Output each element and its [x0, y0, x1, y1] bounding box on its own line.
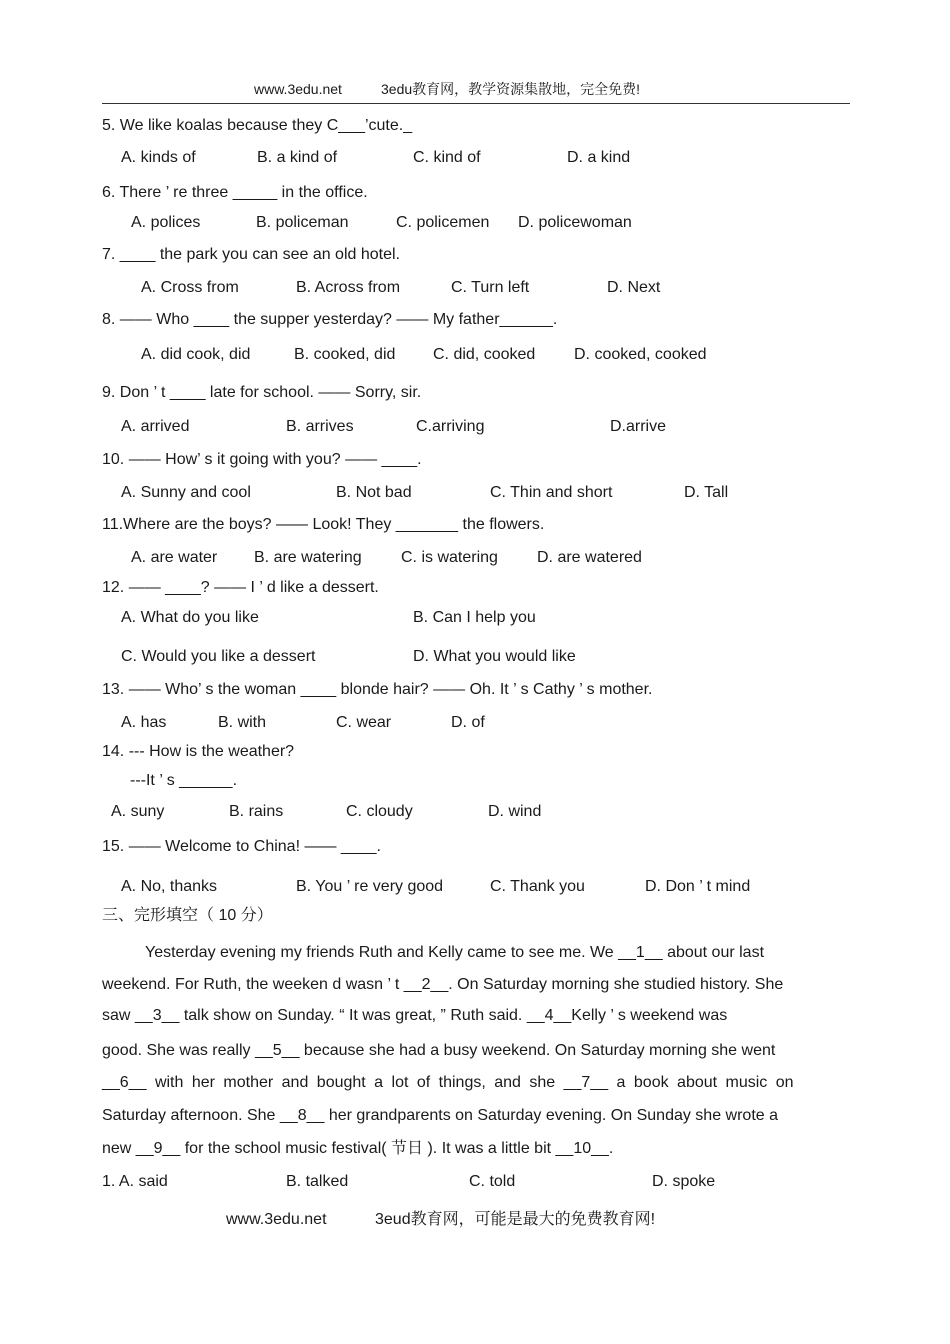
q12-option-a: A. What do you like [121, 609, 259, 626]
q7-option-a: A. Cross from [141, 279, 239, 296]
q9-option-c: C.arriving [416, 418, 485, 435]
q6-option-c: C. policemen [396, 214, 490, 231]
q8-option-d: D. cooked, cooked [574, 346, 707, 363]
q13-option-a: A. has [121, 714, 167, 731]
cloze-q1-option-c: C. told [469, 1173, 516, 1190]
question-14-stem: 14. --- How is the weather? [102, 743, 295, 760]
q10-option-c: C. Thin and short [490, 484, 613, 501]
q13-option-c: C. wear [336, 714, 392, 731]
q7-option-b: B. Across from [296, 279, 401, 296]
question-15-stem: 15. —— Welcome to China! —— ____. [102, 838, 381, 855]
q9-option-d: D.arrive [610, 418, 667, 435]
question-9-stem: 9. Don ’ t ____ late for school. —— Sorry, sir. [102, 384, 422, 401]
question-10-stem: 10. —— How’ s it going with you? —— ____. [102, 451, 422, 468]
question-13-stem: 13. —— Who’ s the woman ____ blonde hair? —— Oh. It ’ s Cathy ’ s mother. [102, 681, 653, 698]
header-slogan: 3edu教育网，教学资源集散地，完全免费! [381, 81, 641, 97]
q11-option-b: B. are watering [254, 549, 362, 566]
section-3-title: 三、完形填空（ 10 分） [102, 907, 273, 924]
q15-option-c: C. Thank you [490, 878, 585, 895]
footer-site: www.3edu.net [226, 1211, 327, 1228]
q8-option-a: A. did cook, did [141, 346, 251, 363]
q15-option-d: D. Don ’ t mind [645, 878, 751, 895]
cloze-line-2: weekend. For Ruth, the weeken d wasn ’ t __2__. On Saturday morning she studied history. She [102, 976, 784, 993]
q14-option-a: A. suny [111, 803, 165, 820]
cloze-line-3: saw __3__ talk show on Sunday. “ It was great, ” Ruth said. __4__Kelly ’ s weekend was [102, 1007, 728, 1024]
q12-option-c: C. Would you like a dessert [121, 648, 316, 665]
cloze-line-4: good. She was really __5__ because she had a busy weekend. On Saturday morning she went [102, 1042, 776, 1059]
question-7-stem: 7. ____ the park you can see an old hotel. [102, 246, 400, 263]
cloze-line-1: Yesterday evening my friends Ruth and Kelly came to see me. We __1__ about our last [145, 944, 765, 961]
question-6-stem: 6. There ’ re three _____ in the office. [102, 184, 368, 201]
q13-option-b: B. with [218, 714, 267, 731]
cloze-q1-option-a: 1. A. said [102, 1173, 168, 1190]
cloze-q1-option-b: B. talked [286, 1173, 349, 1190]
q11-option-d: D. are watered [537, 549, 642, 566]
q5-option-c: C. kind of [413, 149, 481, 166]
cloze-q1-option-d: D. spoke [652, 1173, 716, 1190]
cloze-line-6: Saturday afternoon. She __8__ her grandparents on Saturday evening. On Sunday she wrote a [102, 1107, 779, 1124]
q10-option-b: B. Not bad [336, 484, 412, 501]
q14-option-b: B. rains [229, 803, 284, 820]
q10-option-d: D. Tall [684, 484, 729, 501]
q8-option-c: C. did, cooked [433, 346, 536, 363]
q9-option-a: A. arrived [121, 418, 190, 435]
q10-option-a: A. Sunny and cool [121, 484, 251, 501]
footer-slogan: 3eud教育网，可能是最大的免费教育网! [375, 1211, 656, 1228]
q15-option-a: A. No, thanks [121, 878, 218, 895]
question-11-stem: 11.Where are the boys? —— Look! They _______ the flowers. [102, 516, 545, 533]
header-site: www.3edu.net [254, 81, 342, 97]
q6-option-b: B. policeman [256, 214, 349, 231]
q5-option-a: A. kinds of [121, 149, 196, 166]
q8-option-b: B. cooked, did [294, 346, 396, 363]
q6-option-d: D. policewoman [518, 214, 632, 231]
header-rule [102, 103, 850, 104]
q7-option-d: D. Next [607, 279, 661, 296]
q11-option-a: A. are water [131, 549, 218, 566]
question-14-answer-line: ---It ’ s ______. [130, 772, 238, 789]
q12-option-d: D. What you would like [413, 648, 576, 665]
q11-option-c: C. is watering [401, 549, 498, 566]
cloze-line-5: __6__ with her mother and bought a lot of things, and she __7__ a book about music on [102, 1074, 794, 1091]
q14-option-c: C. cloudy [346, 803, 413, 820]
q5-option-b: B. a kind of [257, 149, 338, 166]
question-12-stem: 12. —— ____? —— I ’ d like a dessert. [102, 579, 379, 596]
question-8-stem: 8. —— Who ____ the supper yesterday? —— My father______. [102, 311, 558, 328]
q14-option-d: D. wind [488, 803, 542, 820]
cloze-line-7: new __9__ for the school music festival( 节日 ). It was a little bit __10__. [102, 1140, 614, 1157]
q6-option-a: A. polices [131, 214, 201, 231]
q15-option-b: B. You ’ re very good [296, 878, 444, 895]
q5-option-d: D. a kind [567, 149, 631, 166]
q12-option-b: B. Can I help you [413, 609, 536, 626]
q7-option-c: C. Turn left [451, 279, 530, 296]
q13-option-d: D. of [451, 714, 485, 731]
q9-option-b: B. arrives [286, 418, 354, 435]
question-5-stem: 5. We like koalas because they C___’cute._ [102, 117, 413, 134]
